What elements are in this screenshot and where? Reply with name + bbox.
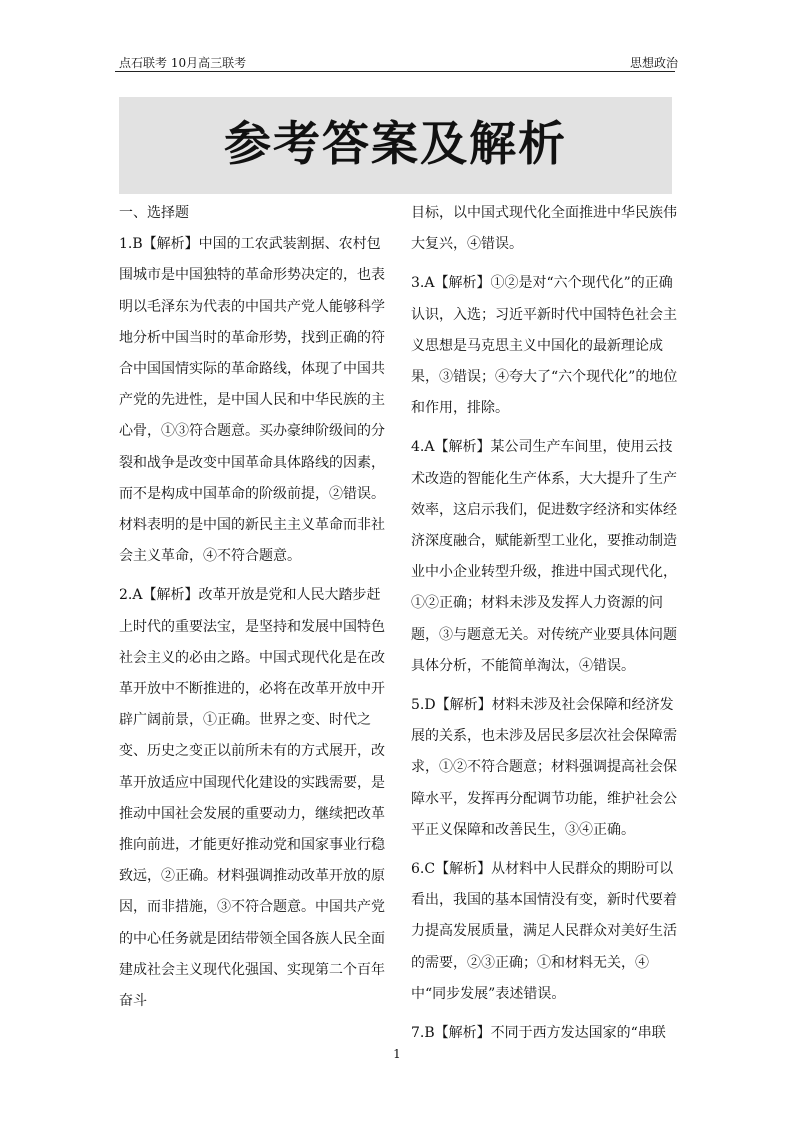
right-column (411, 198, 679, 1049)
answer-item-2-continued: 目标，以中国式现代化全面推进中华民族伟大复兴，④错误。 (411, 205, 677, 253)
answer-item-3: 3.A【解析】①②是对“六个现代化”的正确认识，入选；习近平新时代中国特色社会主义思想是马克思主义中国化的最新理论成果，③错误；④夸大了“六个现代化”的地位和作用，排除。 (411, 275, 678, 417)
answer-item-4: 4.A【解析】某公司生产车间里，使用云技术改造的智能化生产体系，大大提升了生产效率，这启示我们，促进数字经济和实体经济深度融合，赋能新型工业化，要推动制造业中小企业转型升级，推进中国式现代化，①②正确；材料未涉及发挥人力资源的问题，③与题意无关。对传统产业要具体问题具体分析，不能简单淘汰，④错误。 (411, 439, 677, 674)
left-column (119, 198, 391, 1017)
header-subject: 思想政治 (630, 56, 679, 70)
page-title: 参考答案及解析 (224, 117, 567, 172)
title-banner (119, 97, 672, 194)
answer-item-5: 5.D【解析】材料未涉及社会保障和经济发展的关系，也未涉及居民多层次社会保障需求，①②不符合题意；材料强调提高社会保障水平，发挥再分配调节功能，维护社会公平正义保障和改善民生，③④正确。 (411, 697, 677, 838)
answer-item-7: 7.B【解析】不同于西方发达国家的“串联 (411, 1025, 666, 1042)
section-heading: 一、选择题 (119, 205, 189, 221)
answer-item-6: 6.C【解析】从材料中人民群众的期盼可以看出，我国的基本国情没有变，新时代要着力提高发展质量，满足人民群众对美好生活的需要，②③正确；①和材料无关，④中“同步发展”表述错误。 (411, 861, 677, 1002)
header-divider (115, 71, 675, 72)
answer-item-1: 1.B【解析】中国的工农武装割据、农村包围城市是中国独特的革命形势决定的，也表明以毛泽东为代表的中国共产党人能够科学地分析中国当时的革命形势，找到正确的符合中国国情实际的革命路线，体现了中国共产党的先进性，是中国人民和中华民族的主心骨，①③符合题意。买办豪绅阶级间的分裂和战争是改变中国革命具体路线的因素，而不是构成中国革命的阶级前提，②错误。材料表明的是中国的新民主主义革命而非社会主义革命，④不符合题意。 (119, 236, 385, 565)
answer-item-2: 2.A【解析】改革开放是党和人民大踏步赶上时代的重要法宝，是坚持和发展中国特色社会主义的必由之路。中国式现代化是在改革开放中不断推进的，必将在改革开放中开辟广阔前景，①正确。世界之变、时代之变、历史之变正以前所未有的方式展开，改革开放适应中国现代化建设的实践需要，是推动中国社会发展的重要动力，继续把改革推向前进，才能更好推动党和国家事业行稳致远，②正确。材料强调推动改革开放的原因，而非措施，③不符合题意。中国共产党的中心任务就是团结带领全国各族人民全面建成社会主义现代化强国、实现第二个百年奋斗 (119, 587, 385, 1010)
page-number: 1 (393, 1047, 401, 1061)
header-exam-name: 点石联考 10月高三联考 (119, 56, 247, 70)
